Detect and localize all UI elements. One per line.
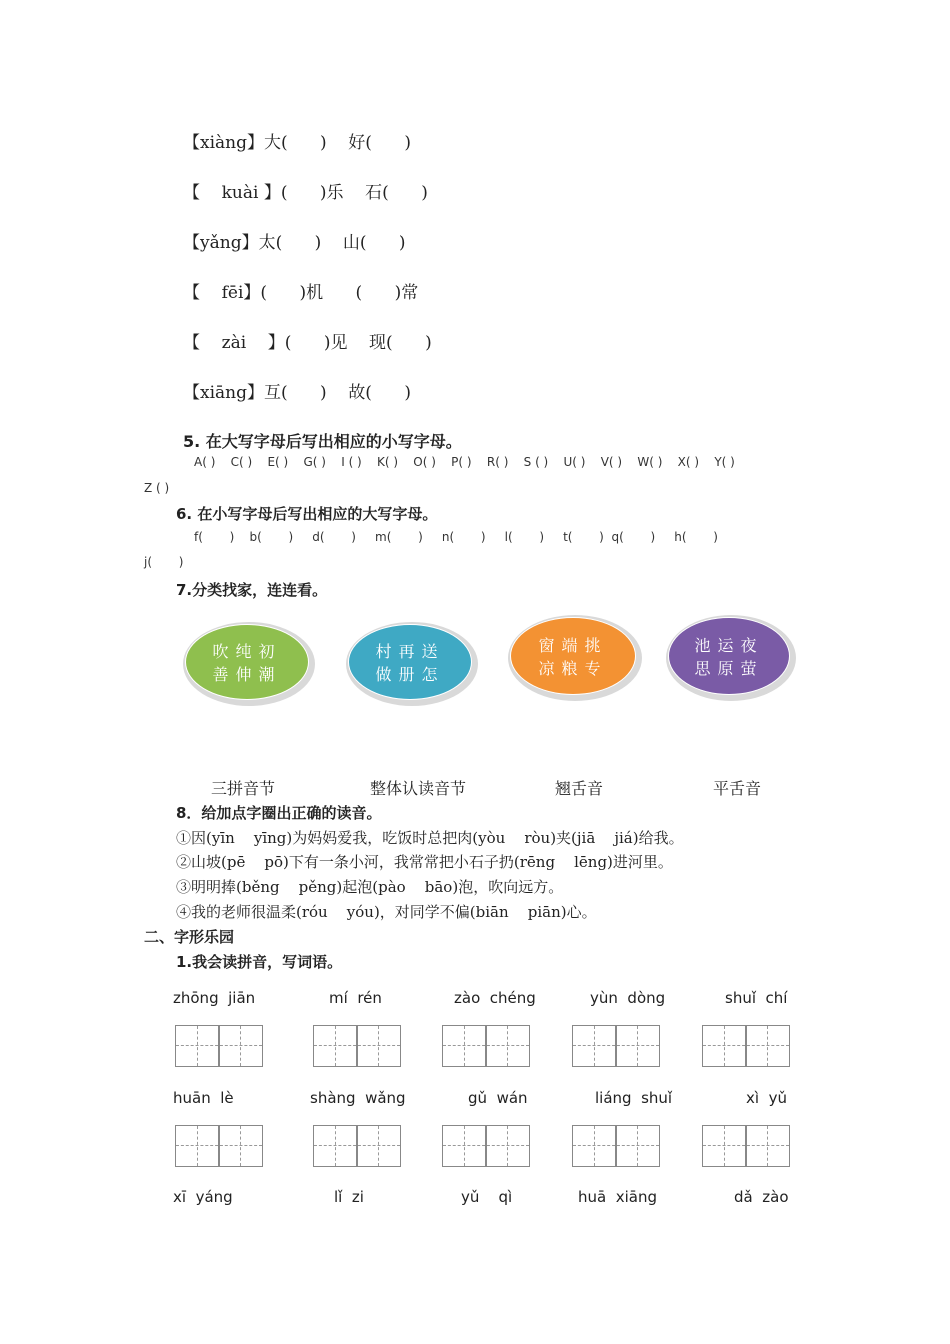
pinyin-word: huān lè <box>173 1089 234 1107</box>
pinyin-word: gǔ wán <box>468 1089 528 1107</box>
pinyin-word: xì yǔ <box>746 1089 787 1107</box>
pinyin-word: liáng shuǐ <box>595 1089 673 1107</box>
q8-sentence: ②山坡(pē pō)下有一条小河，我常常把小石子扔(rēng lēng)进河里。 <box>176 853 673 871</box>
pinyin-word: xī yáng <box>173 1188 233 1206</box>
writing-grid[interactable] <box>313 1125 401 1167</box>
writing-grid[interactable] <box>572 1125 660 1167</box>
writing-grid[interactable] <box>572 1025 660 1067</box>
category-label: 整体认读音节 <box>370 779 467 798</box>
q8-sentence: ④我的老师很温柔(róu yóu)，对同学不偏(biān piān)心。 <box>176 903 597 921</box>
category-label: 翘舌音 <box>555 779 604 798</box>
pinyin-word: yùn dòng <box>590 989 666 1007</box>
writing-grid[interactable] <box>442 1025 530 1067</box>
polyphone-row: 【yǎng】太( ) 山( ) <box>183 233 406 253</box>
bubble-text-line: 善伸潮 <box>212 665 282 684</box>
category-bubble-1 <box>183 622 315 706</box>
bubble-text-line: 思原萤 <box>694 659 764 678</box>
bubble-text-line: 村再送 <box>375 642 445 661</box>
bubble-text-line: 做册怎 <box>375 665 445 684</box>
writing-grid[interactable] <box>702 1125 790 1167</box>
polyphone-row: 【xiāng】互( ) 故( ) <box>183 383 411 403</box>
pinyin-word: zào chéng <box>454 989 536 1007</box>
polyphone-row: 【xiàng】大( ) 好( ) <box>183 133 411 153</box>
category-bubble-2 <box>346 622 478 706</box>
pinyin-word: zhōng jiān <box>173 989 256 1007</box>
q6-heading: 6. 在小写字母后写出相应的大写字母。 <box>176 505 438 523</box>
writing-grid[interactable] <box>175 1025 263 1067</box>
q5-letters-line2: Z ( ) <box>144 481 170 495</box>
category-bubble-4 <box>666 615 796 701</box>
polyphone-row: 【 kuài 】( )乐 石( ) <box>183 183 428 203</box>
q6-letters-line2: j( ) <box>144 555 184 569</box>
polyphone-row: 【 zài 】( )见 现( ) <box>183 333 432 353</box>
pinyin-word: yǔ qì <box>461 1188 513 1206</box>
pinyin-word: shuǐ chí <box>725 989 788 1007</box>
category-label: 平舌音 <box>713 779 762 798</box>
bubble-text-line: 池运夜 <box>694 636 764 655</box>
q1-heading: 1.我会读拼音，写词语。 <box>176 953 343 971</box>
polyphone-row: 【 fēi】( )机 ( )常 <box>183 283 419 303</box>
bubble-text-line: 凉粮专 <box>538 659 608 678</box>
q8-sentence: ①因(yīn yīng)为妈妈爱我，吃饭时总把肉(yòu ròu)夹(jiā jiá)给我。 <box>176 829 684 847</box>
pinyin-word: shàng wǎng <box>310 1089 406 1107</box>
writing-grid[interactable] <box>313 1025 401 1067</box>
q6-letters-line1: f( ) b( ) d( ) m( ) n( ) l( ) t( ) q( ) h( ) <box>194 530 718 544</box>
category-bubble-3 <box>508 615 642 701</box>
q5-heading: 5. 在大写字母后写出相应的小写字母。 <box>183 432 462 451</box>
q8-sentence: ③明明捧(běng pěng)起泡(pào bāo)泡，吹向远方。 <box>176 878 564 896</box>
writing-grid[interactable] <box>442 1125 530 1167</box>
category-label: 三拼音节 <box>211 779 276 798</box>
pinyin-word: dǎ zào <box>734 1188 789 1206</box>
q7-heading: 7.分类找家，连连看。 <box>176 581 328 599</box>
pinyin-word: huā xiāng <box>578 1188 658 1206</box>
bubble-text-line: 窗端挑 <box>538 636 608 655</box>
pinyin-word: mí rén <box>329 989 382 1007</box>
q8-heading: 8．给加点字圈出正确的读音。 <box>176 804 382 822</box>
pinyin-word: lǐ zi <box>334 1188 364 1206</box>
section-title: 二、字形乐园 <box>144 928 235 946</box>
writing-grid[interactable] <box>702 1025 790 1067</box>
writing-grid[interactable] <box>175 1125 263 1167</box>
q5-letters-line1: A( ) C( ) E( ) G( ) I ( ) K( ) O( ) P( ) R( ) S ( ) U( ) V( ) W( ) X( ) Y( ) <box>194 455 735 469</box>
bubble-text-line: 吹纯初 <box>212 642 282 661</box>
